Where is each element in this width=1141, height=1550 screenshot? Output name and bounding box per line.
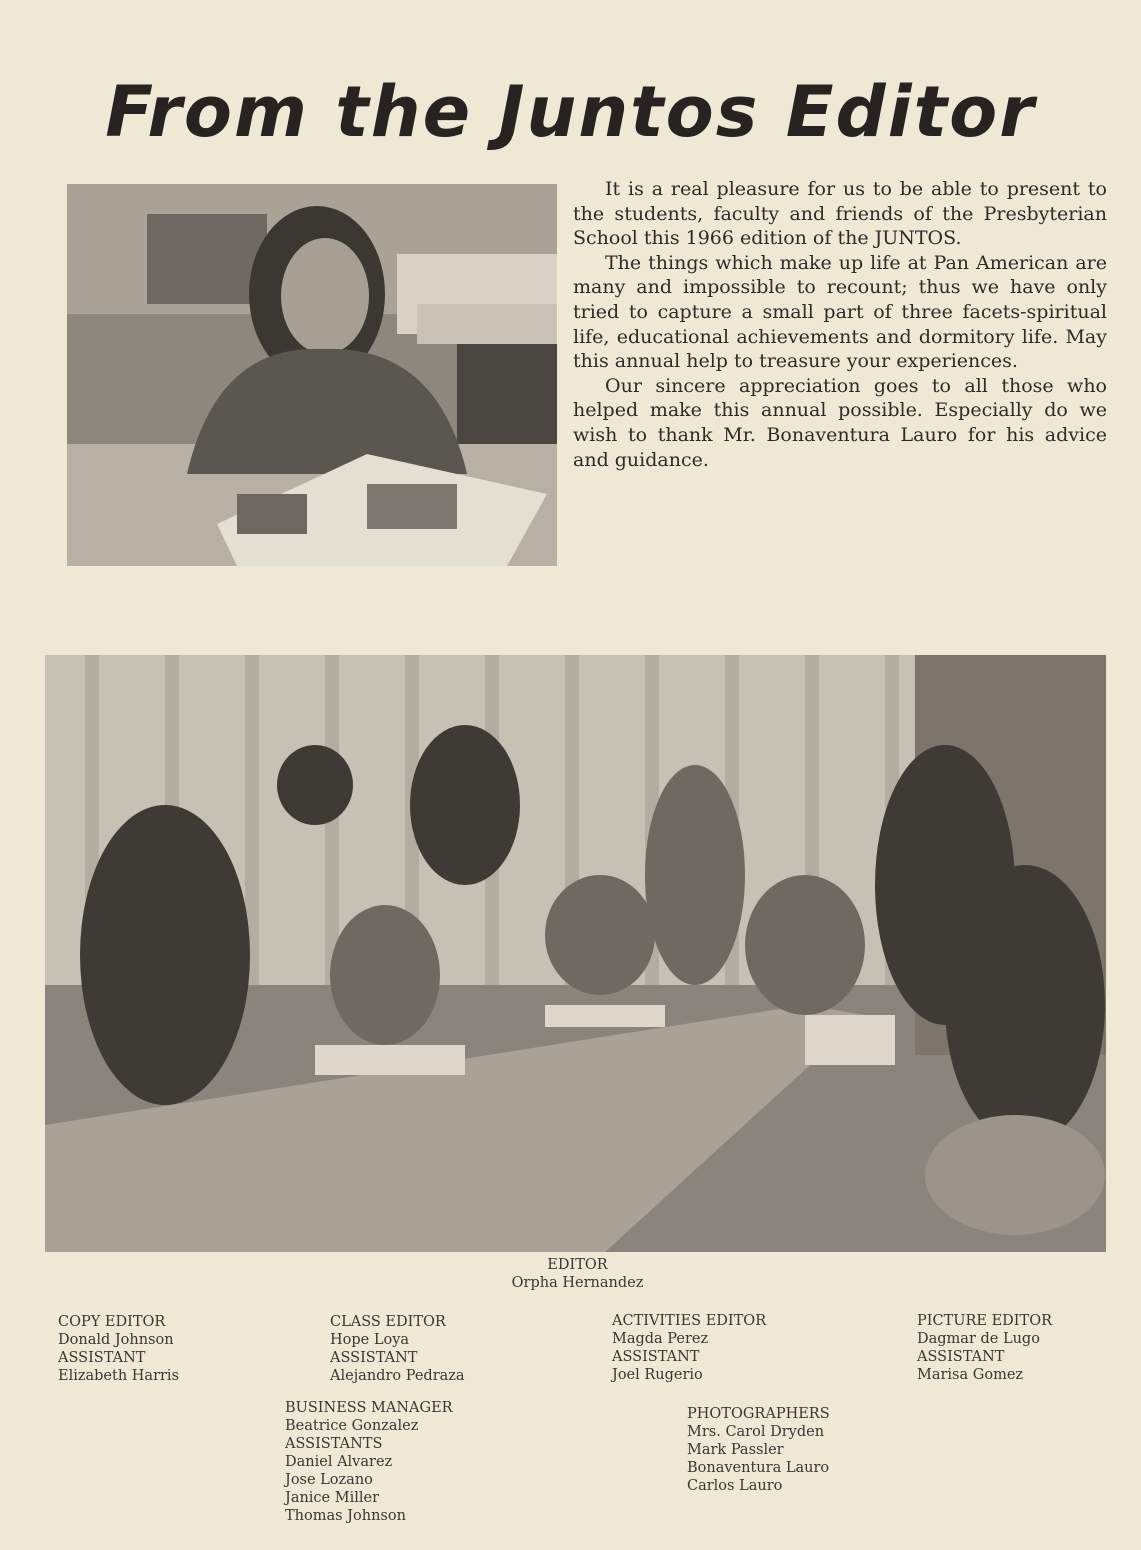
- staff-name: Jose Lozano: [285, 1472, 373, 1488]
- role-label: PHOTOGRAPHERS: [687, 1406, 830, 1422]
- role-label: ASSISTANT: [612, 1349, 700, 1365]
- role-label: BUSINESS MANAGER: [285, 1400, 453, 1416]
- staff-name: Daniel Alvarez: [285, 1454, 393, 1470]
- staff-name: Joel Rugerio: [612, 1367, 703, 1383]
- role-label: CLASS EDITOR: [330, 1314, 446, 1330]
- role-label: ASSISTANTS: [285, 1436, 383, 1452]
- letter-paragraph: Our sincere appreciation goes to all those who helped make this annual possible. Especially do we wish to thank Mr. Bonaventura Lauro for his advice and guidance.: [573, 374, 1107, 471]
- staff-name: Beatrice Gonzalez: [285, 1418, 419, 1434]
- business-manager-credit: [285, 1399, 453, 1525]
- page-title: From the Juntos Editor: [105, 71, 1036, 153]
- role-label: EDITOR: [547, 1257, 608, 1273]
- editor-photo: [67, 184, 557, 566]
- photographers-credit: [687, 1405, 830, 1495]
- staff-name: Orpha Hernandez: [511, 1275, 644, 1291]
- editor-letter: [573, 177, 1107, 472]
- editor-credit: [470, 1256, 685, 1292]
- staff-name: Thomas Johnson: [285, 1508, 406, 1524]
- activities-editor-credit: [612, 1312, 766, 1384]
- role-label: ASSISTANT: [917, 1349, 1005, 1365]
- copy-editor-credit: [58, 1313, 179, 1385]
- picture-editor-credit: [917, 1312, 1052, 1384]
- letter-paragraph: The things which make up life at Pan American are many and impossible to recount; thus we have only tried to capture a small part of three facets-spiritual life, educational achievements and dormitory life. May this annual help to treasure your experiences.: [573, 251, 1107, 373]
- staff-name: Mrs. Carol Dryden: [687, 1424, 825, 1440]
- role-label: COPY EDITOR: [58, 1314, 166, 1330]
- role-label: ASSISTANT: [58, 1350, 146, 1366]
- staff-name: Dagmar de Lugo: [917, 1331, 1040, 1347]
- staff-name: Janice Miller: [285, 1490, 380, 1506]
- role-label: ASSISTANT: [330, 1350, 418, 1366]
- staff-name: Hope Loya: [330, 1332, 410, 1348]
- role-label: ACTIVITIES EDITOR: [612, 1313, 767, 1329]
- staff-name: Marisa Gomez: [917, 1367, 1024, 1383]
- role-label: PICTURE EDITOR: [917, 1313, 1052, 1329]
- staff-name: Bonaventura Lauro: [687, 1460, 830, 1476]
- staff-group-photo: [45, 655, 1106, 1252]
- letter-paragraph: It is a real pleasure for us to be able to present to the students, faculty and friends of the Presbyterian School this 1966 edition of the JUNTOS.: [573, 178, 1107, 250]
- staff-name: Carlos Lauro: [687, 1478, 783, 1494]
- staff-name: Donald Johnson: [58, 1332, 174, 1348]
- class-editor-credit: [330, 1313, 465, 1385]
- staff-name: Alejandro Pedraza: [330, 1368, 465, 1384]
- staff-name: Mark Passler: [687, 1442, 784, 1458]
- staff-name: Magda Perez: [612, 1331, 709, 1347]
- staff-name: Elizabeth Harris: [58, 1368, 180, 1384]
